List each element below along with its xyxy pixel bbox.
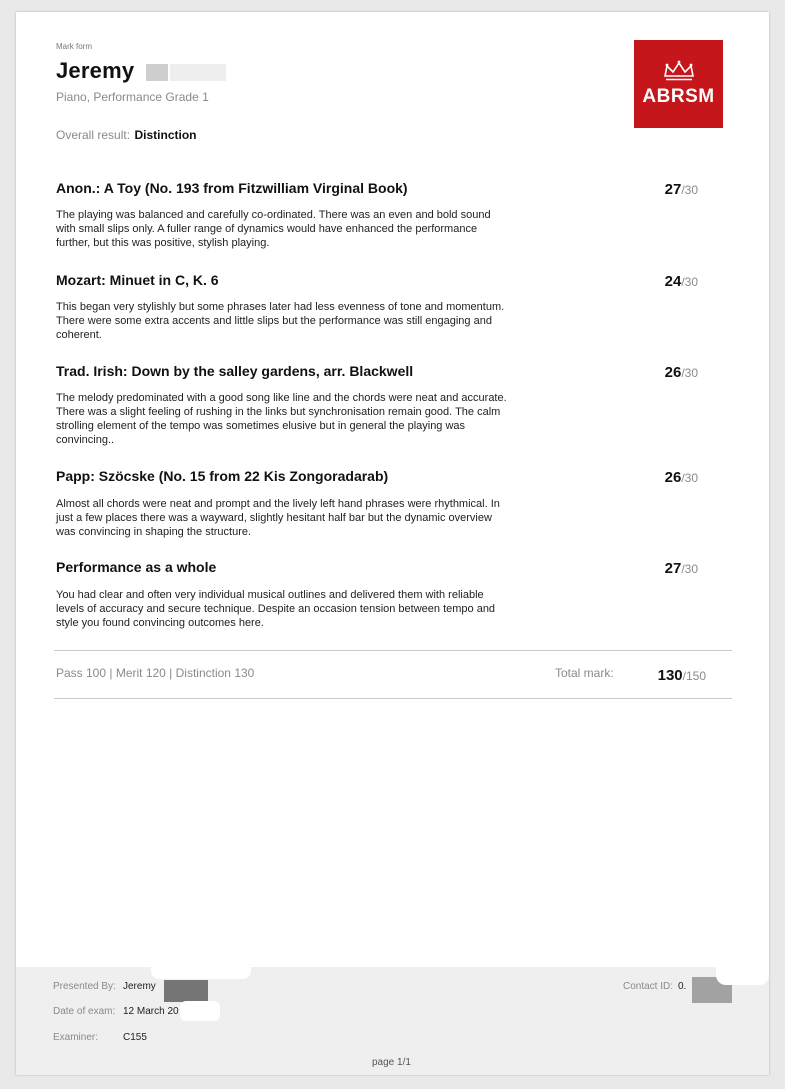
comment-line: was convincing in shaping the structure. <box>56 526 252 538</box>
logo-text: ABRSM <box>642 86 715 107</box>
grade-thresholds: Pass 100 | Merit 120 | Distinction 130 <box>56 666 255 680</box>
mark-value: 26 <box>664 469 682 486</box>
comment-line: This began very stylishly but some phrases later had less evenness of tone and momentum. <box>56 301 505 313</box>
presented-by-value: Jeremy <box>123 981 156 992</box>
comment-line: There was a slight feeling of rushing in the links but synchronisation remain good. The calm <box>56 406 501 418</box>
piece-mark <box>638 181 698 198</box>
mark-out-of: /30 <box>681 471 698 485</box>
piece-title: Mozart: Minuet in C, K. 6 <box>56 272 219 288</box>
overall-result-value: Distinction <box>134 128 197 142</box>
piece-comment <box>56 208 554 250</box>
footer <box>16 967 769 1075</box>
piece-title: Performance as a whole <box>56 559 217 575</box>
mark-value: 27 <box>664 560 682 577</box>
piece-mark <box>638 469 698 486</box>
mark-value: 26 <box>664 364 682 381</box>
overall-result-label: Overall result: <box>56 128 131 142</box>
redacted-surname <box>146 64 168 81</box>
piece-comment <box>56 497 554 539</box>
mark-out-of: /30 <box>681 366 698 380</box>
mark-value: 24 <box>664 273 682 290</box>
comment-line: levels of accuracy and secure technique. Despite an occasion tension between tempo and <box>56 603 496 615</box>
total-mark <box>644 667 706 684</box>
piece-mark <box>638 560 698 577</box>
examiner-value: C155 <box>123 1032 147 1043</box>
redacted-surname-fade <box>170 64 226 81</box>
comment-line: The melody predominated with a good song like line and the chords were neat and accurate. <box>56 392 507 404</box>
mark-out-of: /30 <box>681 562 698 576</box>
piece-title: Papp: Szöcske (No. 15 from 22 Kis Zongoradarab) <box>56 468 389 484</box>
piece-title: Anon.: A Toy (No. 193 from Fitzwilliam Virginal Book) <box>56 180 408 196</box>
total-mark-out-of: /150 <box>682 669 706 683</box>
summary-top-rule <box>54 650 732 651</box>
contact-id-label: Contact ID: <box>623 981 674 992</box>
candidate-name: Jeremy <box>56 58 135 83</box>
crown-icon <box>662 60 696 82</box>
piece-comment <box>56 391 554 447</box>
redaction-smudge <box>716 959 769 985</box>
mark-form-page <box>16 12 769 1075</box>
mark-out-of: /30 <box>681 183 698 197</box>
mark-value: 27 <box>664 181 682 198</box>
mark-out-of: /30 <box>681 275 698 289</box>
piece-comment <box>56 588 554 630</box>
comment-line: style you found convincing outcomes here. <box>56 617 264 629</box>
comment-line: There were some extra accents and little slips but the performance was still engaging and <box>56 315 492 327</box>
exam-subtitle: Piano, Performance Grade 1 <box>56 90 209 104</box>
comment-line: The playing was balanced and carefully co-ordinated. There was an even and bold sound <box>56 209 491 221</box>
total-mark-value: 130 <box>657 667 683 684</box>
date-label: Date of exam: <box>53 1006 116 1017</box>
date-value: 12 March 20 <box>123 1006 179 1017</box>
redaction-block <box>164 980 208 1002</box>
total-mark-label: Total mark: <box>555 666 614 680</box>
comment-line: You had clear and often very individual musical outlines and delivered them with reliable <box>56 589 484 601</box>
redaction-smudge <box>151 961 251 979</box>
presented-by-label: Presented By: <box>53 981 116 992</box>
comment-line: coherent. <box>56 329 102 341</box>
comment-line: just a few places there was a wayward, slightly hesitant half bar but the dynamic overview <box>56 512 492 524</box>
abrsm-logo <box>634 40 723 128</box>
redaction-smudge <box>180 1001 220 1021</box>
comment-line: Almost all chords were neat and prompt and the lively left hand phrases were rhythmical. In <box>56 498 500 510</box>
overall-result <box>56 126 196 144</box>
comment-line: strolling element of the tempo was sometimes elusive but in general the playing was <box>56 420 466 432</box>
summary-bottom-rule <box>54 698 732 699</box>
page-number: page 1/1 <box>372 1057 411 1068</box>
piece-title: Trad. Irish: Down by the salley gardens, arr. Blackwell <box>56 363 414 379</box>
piece-comment <box>56 300 554 342</box>
comment-line: convincing.. <box>56 434 115 446</box>
examiner-label: Examiner: <box>53 1032 99 1043</box>
piece-mark <box>638 273 698 290</box>
contact-id-value: 0. <box>678 981 687 992</box>
piece-mark <box>638 364 698 381</box>
comment-line: further, but this was positive, stylish playing. <box>56 237 270 249</box>
comment-line: with small slips only. A fuller range of dynamics would have enhanced the performance <box>56 223 478 235</box>
form-label: Mark form <box>56 42 92 51</box>
